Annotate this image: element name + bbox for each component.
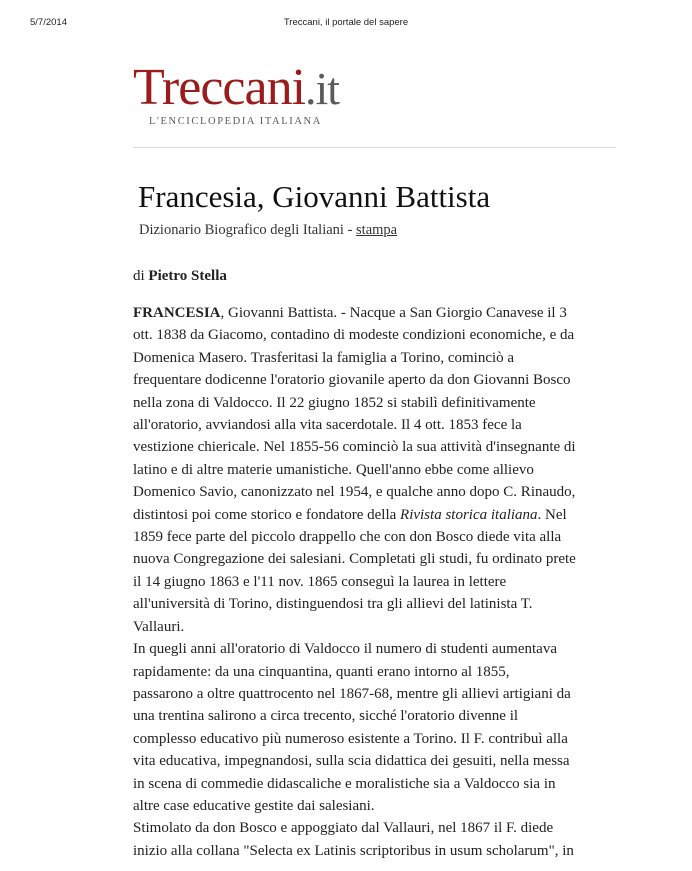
body-line [133,436,623,458]
body-line-text: inizio alla collana "Selecta ex Latinis scriptoribus in usum scholarum", in [133,842,574,859]
body-line [133,392,623,414]
source-label: Dizionario Biografico degli Italiani - [139,222,357,238]
body-line-text: rapidamente: da una cinquantina, quanti erano intorno al 1855, [133,663,510,680]
print-page-title: Treccani, il portale del sapere [283,17,409,28]
body-line-text: latino e di altre materie umanistiche. Quell'anno ebbe come allievo [133,461,534,478]
body-line-text: vita educativa, impegnandosi, sulla scia didattica dei gesuiti, nella messa [133,753,570,770]
print-date: 5/7/2014 [30,17,67,28]
article-source [139,222,397,239]
body-line-text: vestizione chiericale. Nel 1855-56 cominciò la sua attività d'insegnante di [133,439,576,456]
body-line [133,526,623,548]
logo-suffix: .it [305,63,340,114]
body-line [133,593,623,615]
body-line [133,705,623,727]
body-line-text: il 14 giugno 1863 e l'11 nov. 1865 conseguì la laurea in lettere [133,573,507,590]
byline-prefix: di [133,268,149,284]
body-line [133,683,623,705]
body-line [133,817,623,839]
body-line [133,347,623,369]
print-link[interactable]: stampa [356,222,398,238]
body-line [133,369,623,391]
body-line-text: complesso educativo più numeroso esistente a Torino. Il F. contribuì alla [133,730,568,747]
journal-title: Rivista storica italiana [400,506,538,523]
body-line [133,773,623,795]
body-line-text: 1859 fece parte del piccolo drappello che con don Bosco diede vita alla [133,529,562,546]
body-line-text: all'oratorio, avviandosi alla vita sacerdotale. Il 4 ott. 1853 fece la [133,417,522,434]
body-line-text: nella zona di Valdocco. Il 22 giugno 1852 si stabilì definitivamente [133,394,536,411]
print-header [0,17,692,31]
body-line [133,840,623,862]
body-line [133,481,623,503]
body-line-text: in scena di commedie didascaliche e moralistiche sia a Valdocco sia in [133,775,556,792]
body-line-text: Vallauri. [133,618,185,635]
body-line-text: ott. 1838 da Giacomo, contadino di modeste condizioni economiche, e da [133,327,575,344]
body-line [133,795,623,817]
logo-wordmark [133,59,373,116]
body-line [133,548,623,570]
body-line-text: altre case educative gestite dai salesiani. [133,797,375,814]
body-line-text: all'università di Torino, distinguendosi tra gli allievi del latinista T. [133,596,533,613]
body-line [133,324,623,346]
body-line-text: Stimolato da don Bosco e appoggiato dal Vallauri, nel 1867 il F. diede [133,820,554,837]
body-line-text: , Giovanni Battista. - Nacque a San Giorgio Canavese il 3 [220,305,567,321]
header-divider [133,147,616,148]
logo-tagline: L'ENCICLOPEDIA ITALIANA [149,116,322,127]
body-line [133,414,623,436]
logo-word: Treccani [133,59,306,116]
body-line [133,459,623,481]
body-line-text: Domenico Savio, canonizzato nel 1954, e qualche anno dopo C. Rinaudo, [133,484,576,501]
body-line [133,571,623,593]
body-line-text: . Nel [537,506,567,523]
body-line-text: frequentare dodicenne l'oratorio giovanile aperto da don Giovanni Bosco [133,372,571,389]
body-line [133,504,623,526]
body-line [133,750,623,772]
body-line-text: nuova Congregazione dei salesiani. Completati gli studi, fu ordinato prete [133,551,576,568]
author-name: Pietro Stella [148,268,227,284]
byline [133,268,227,285]
body-line [133,616,623,638]
body-line-text: passarono a oltre quattrocento nel 1867-68, mentre gli allievi artigiani da [133,685,571,702]
body-line [133,661,623,683]
subject-name: FRANCESIA [133,305,221,321]
article-title: Francesia, Giovanni Battista [138,179,491,214]
body-line-text: In quegli anni all'oratorio di Valdocco il numero di studenti aumentava [133,641,557,658]
body-line-text: una trentina salirono a circa trecento, sicché l'oratorio divenne il [133,708,519,725]
treccani-logo[interactable] [133,59,373,127]
article-body [133,302,623,862]
body-line [133,728,623,750]
body-line-text: distintosi poi come storico e fondatore della [133,506,401,523]
body-line-text: Domenica Masero. Trasferitasi la famiglia a Torino, cominciò a [133,349,515,366]
body-line [133,302,623,324]
body-line [133,638,623,660]
